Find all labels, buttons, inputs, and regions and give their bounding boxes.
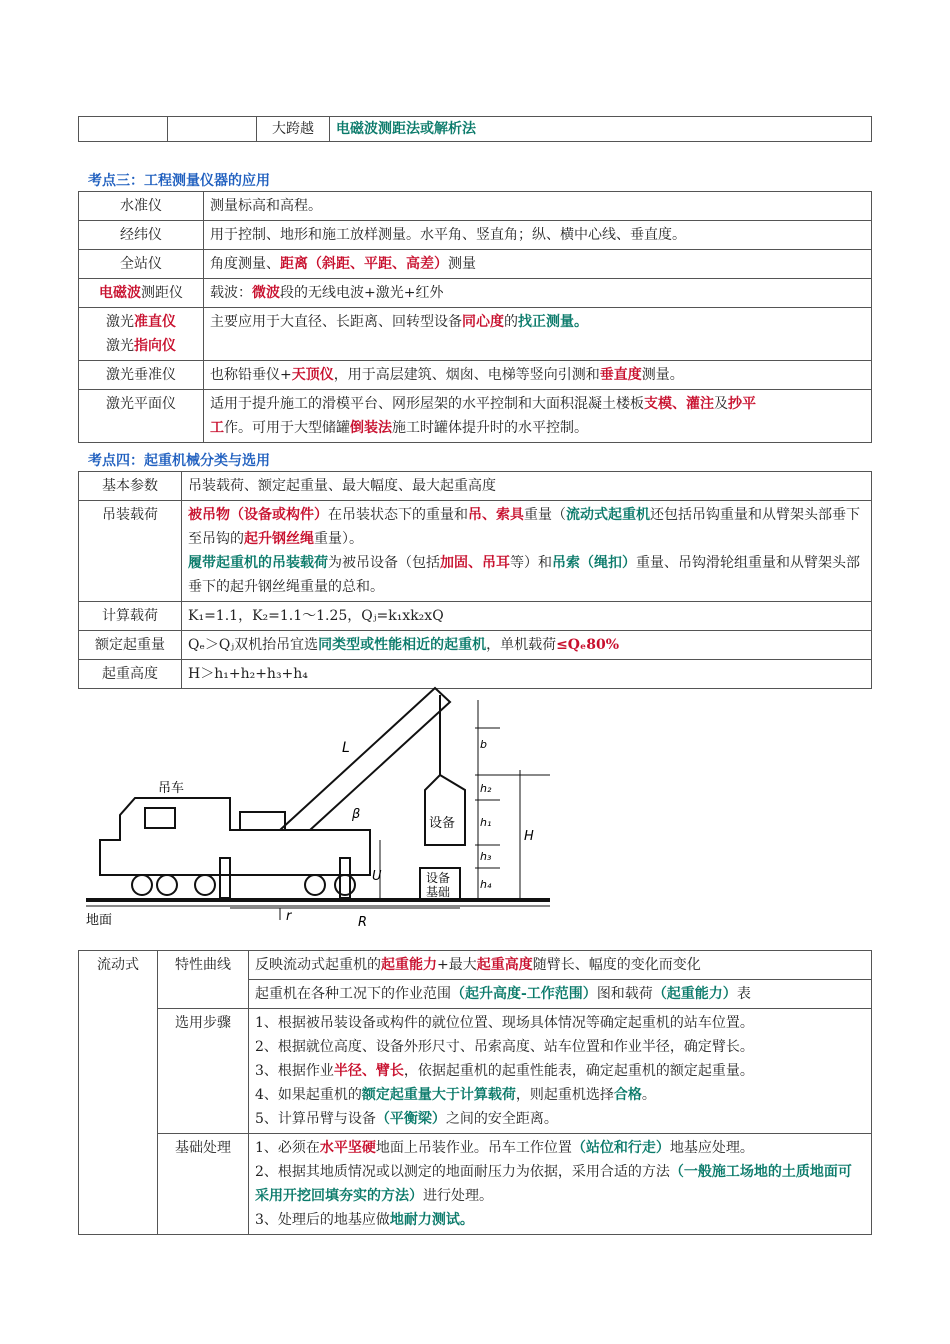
instrument-name: 水准仪 [79, 192, 204, 221]
table-row [79, 472, 872, 501]
param-desc: K₁=1.1，K₂=1.1～1.25，Qⱼ=k₁xk₂xQ [182, 602, 872, 631]
item-name: 基础处理 [158, 1134, 249, 1235]
category-cell: 流动式 [79, 951, 158, 1235]
instrument-name: 激光垂准仪 [79, 361, 204, 390]
h4-label: h₄ [480, 878, 492, 891]
param-desc: H＞h₁+h₂+h₃+h₄ [182, 660, 872, 689]
param-desc: 吊装载荷、额定起重量、最大幅度、最大起重高度 [182, 472, 872, 501]
instrument-name: 全站仪 [79, 250, 204, 279]
table-row [79, 250, 872, 279]
table-row [79, 501, 872, 602]
table-row [79, 631, 872, 660]
param-name: 额定起重量 [79, 631, 182, 660]
cab-window [145, 808, 175, 828]
table-row [79, 1134, 872, 1235]
table-row [79, 602, 872, 631]
mobile-crane-table [78, 950, 872, 1235]
item-name: 特性曲线 [158, 951, 249, 1009]
item-desc: 反映流动式起重机的起重能力+最大起重高度随臂长、幅度的变化而变化 [249, 951, 872, 980]
empty-cell [79, 117, 168, 142]
crane-label: 吊车 [158, 781, 185, 796]
param-name: 计算载荷 [79, 602, 182, 631]
item-name: 选用步骤 [158, 1009, 249, 1134]
instrument-desc: 用于控制、地形和施工放样测量。水平角、竖直角；纵、横中心线、垂直度。 [204, 221, 872, 250]
foundation-label-1: 设备 [426, 871, 451, 885]
empty-cell [168, 117, 257, 142]
table-row [79, 279, 872, 308]
operator-cab [240, 812, 285, 830]
cell-value: 电磁波测距法或解析法 [330, 117, 872, 142]
h-label: H [524, 829, 534, 844]
crane-truck-body [100, 798, 370, 875]
section4-heading: 考点四：起重机械分类与选用 [88, 453, 270, 469]
instrument-name: 激光平面仪 [79, 390, 204, 443]
r-label: r [286, 909, 292, 924]
instrument-name: 激光准直仪 激光指向仪 [79, 308, 204, 361]
param-name: 基本参数 [79, 472, 182, 501]
param-desc: Qₑ＞Qⱼ双机抬吊宜选同类型或性能相近的起重机，单机载荷≤Qₑ80% [182, 631, 872, 660]
big-r-label: R [358, 915, 368, 930]
item-desc: 1、必须在水平坚硬地面上吊装作业。吊车工作位置（站位和行走）地基应处理。 2、根据其地质情况或以测定的地面耐压力为依据，采用合适的方法（一般施工场地的土质地面可采用开挖回填夯实的方法）进行处理。 3、处理后的地基应做地耐力测试。 [249, 1134, 872, 1235]
beta-label: β [352, 807, 361, 822]
foundation-label-2: 基础 [426, 885, 451, 899]
param-name: 起重高度 [79, 660, 182, 689]
instrument-desc: 主要应用于大直径、长距离、回转型设备同心度的找正测量。 [204, 308, 872, 361]
equipment-box [425, 775, 465, 845]
instrument-desc: 载波：微波段的无线电波+激光+红外 [204, 279, 872, 308]
table-row [79, 951, 872, 980]
cell-label: 大跨越 [257, 117, 330, 142]
instrument-desc: 适用于提升施工的滑模平台、网形屋架的水平控制和大面积混凝土楼板支模、灌注及抄平 工作。可用于大型储罐倒装法施工时罐体提升时的水平控制。 [204, 390, 872, 443]
param-desc: 被吊物（设备或构件）在吊装状态下的重量和吊、索具重量（流动式起重机还包括吊钩重量和从臂架头部垂下至吊钩的起升钢丝绳重量）。 履带起重机的吊装载荷为被吊设备（包括加固、吊耳等）和吊索（绳扣）重量、吊钩滑轮组重量和从臂架头部垂下的起升钢丝绳重量的总和。 [182, 501, 872, 602]
h3-label: h₃ [480, 850, 492, 863]
top-table [78, 116, 872, 142]
table-row [79, 192, 872, 221]
instrument-desc: 角度测量、距离（斜距、平距、高差）测量 [204, 250, 872, 279]
table-row [79, 390, 872, 443]
b-label: b [480, 738, 487, 751]
table-row [79, 1009, 872, 1134]
h2-label: h₂ [480, 782, 492, 795]
ground-label: 地面 [86, 913, 113, 928]
item-desc: 起重机在各种工况下的作业范围（起升高度-工作范围）图和载荷（起重能力）表 [249, 980, 872, 1009]
crane-diagram [80, 680, 560, 930]
boom-length-label: L [342, 740, 350, 756]
table-row [79, 221, 872, 250]
equipment-label: 设备 [429, 816, 456, 831]
instrument-name: 电磁波测距仪 [79, 279, 204, 308]
h1-label: h₁ [480, 816, 492, 829]
instrument-table [78, 191, 872, 443]
instrument-name: 经纬仪 [79, 221, 204, 250]
table-row [79, 308, 872, 361]
instrument-desc: 也称铅垂仪+天顶仪，用于高层建筑、烟囱、电梯等竖向引测和垂直度测量。 [204, 361, 872, 390]
item-desc: 1、根据被吊装设备或构件的就位位置、现场具体情况等确定起重机的站车位置。 2、根据就位高度、设备外形尺寸、吊索高度、站车位置和作业半径，确定臂长。 3、根据作业半径、臂长，依据起重机的起重性能表，确定起重机的额定起重量。 4、如果起重机的额定起重量大于计算载荷，则起重机选择合格。 5、计算吊臂与设备（平衡梁）之间的安全距离。 [249, 1009, 872, 1134]
param-name: 吊装载荷 [79, 501, 182, 602]
crane-table [78, 471, 872, 689]
u-label: U [372, 869, 382, 884]
section3-heading: 考点三：工程测量仪器的应用 [88, 173, 270, 189]
instrument-desc: 测量标高和高程。 [204, 192, 872, 221]
table-row [79, 361, 872, 390]
